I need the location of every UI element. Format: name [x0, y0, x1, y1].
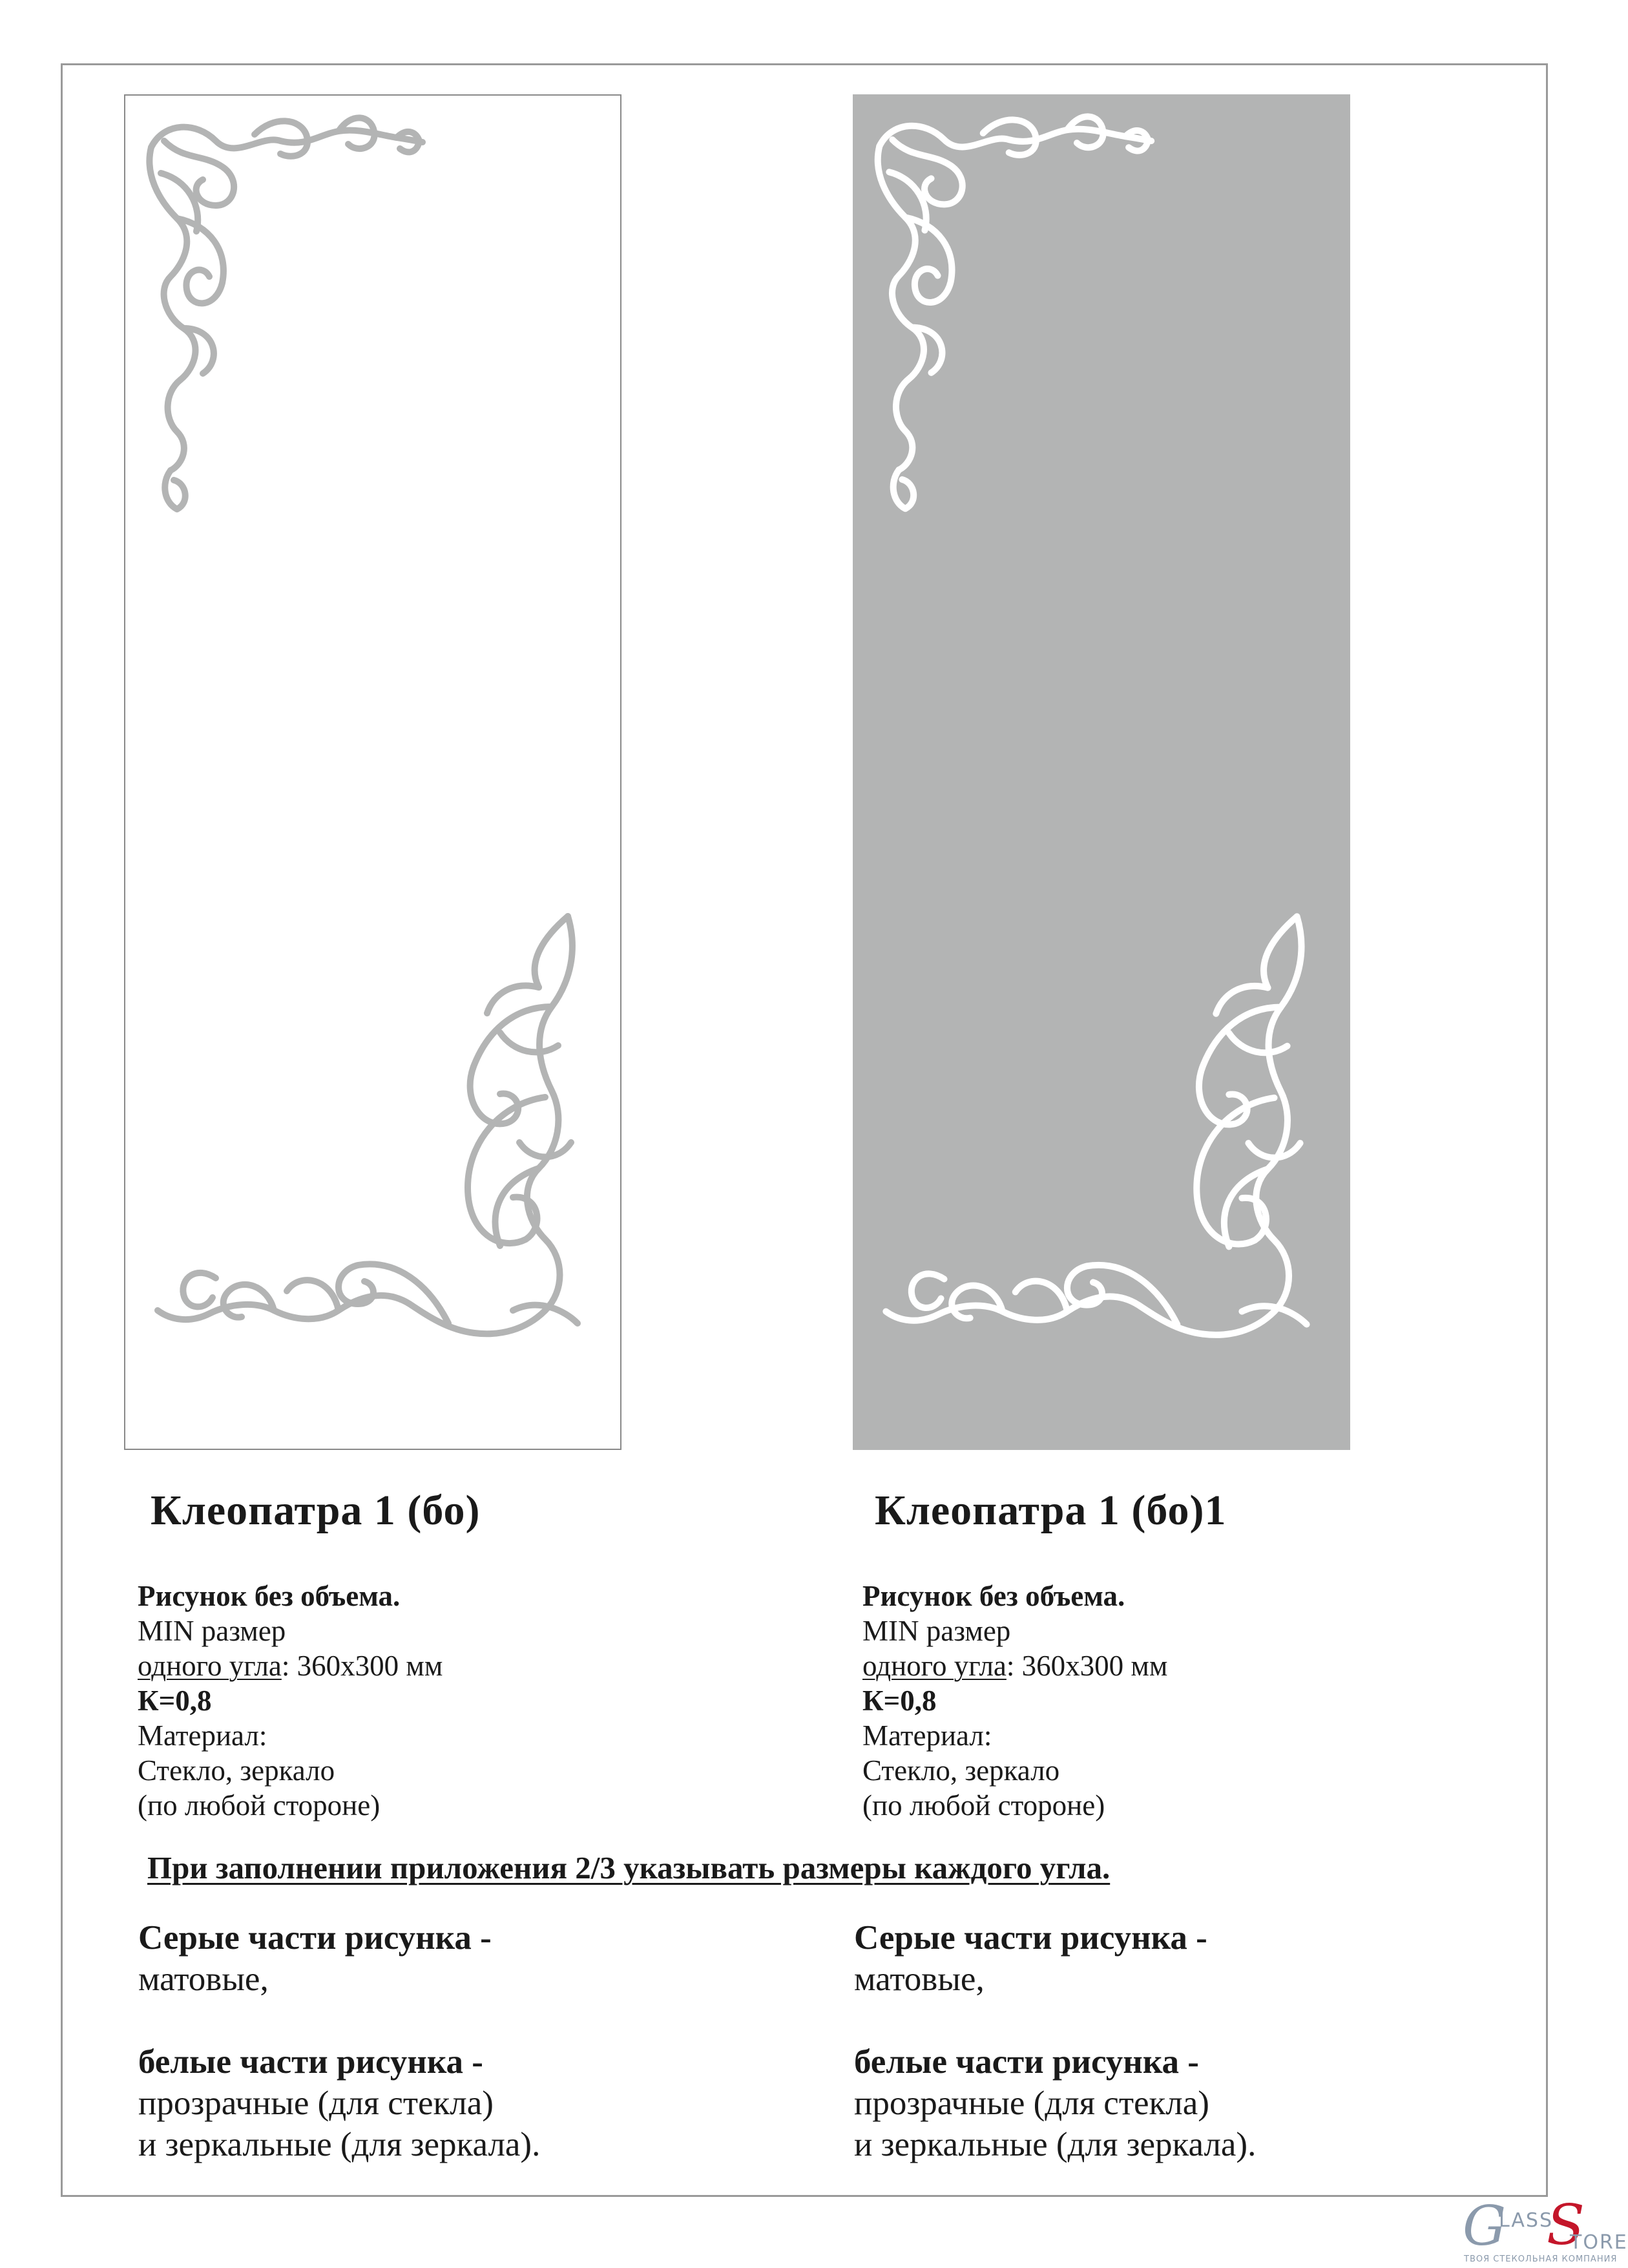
glass-store-logo-icon	[1461, 2193, 1628, 2266]
spec-coefficient: К=0,8	[138, 1685, 212, 1717]
legend-heading: белые части рисунка -	[138, 2043, 483, 2081]
spec-line: MIN размер	[138, 1615, 286, 1647]
spec-line: Стекло, зеркало	[138, 1754, 335, 1787]
legend-text: и зеркальные (для зеркала).	[138, 2126, 541, 2163]
spec-line: Рисунок без объема.	[862, 1580, 1125, 1612]
legend-heading: Серые части рисунка -	[138, 1919, 492, 1957]
logo-letter: G	[1463, 2194, 1507, 2258]
spec-line: (по любой стороне)	[862, 1789, 1105, 1822]
design-title: Клеопатра 1 (бо)	[151, 1487, 481, 1534]
legend-heading: белые части рисунка -	[854, 2043, 1199, 2081]
legend-heading: Серые части рисунка -	[854, 1919, 1207, 1957]
legend-text: матовые,	[854, 1960, 985, 1998]
spec-line: Материал:	[862, 1719, 992, 1752]
legend-text: прозрачные (для стекла)	[138, 2084, 494, 2122]
legend-text: прозрачные (для стекла)	[854, 2084, 1209, 2122]
design-spec	[138, 1579, 443, 1823]
design-preview-clear	[124, 94, 621, 1450]
design-spec	[862, 1579, 1167, 1823]
instruction-note: При заполнении приложения 2/3 указывать размеры каждого угла.	[147, 1850, 1111, 1885]
color-legend	[138, 1917, 540, 2165]
floral-corner-ornament-icon	[125, 96, 620, 1449]
spec-line: MIN размер	[862, 1615, 1011, 1647]
logo-word: TORE	[1570, 2231, 1628, 2254]
floral-corner-ornament-icon	[853, 94, 1350, 1450]
legend-spacer	[138, 2000, 540, 2041]
design-preview-matte	[853, 94, 1350, 1450]
legend-text: матовые,	[138, 1960, 269, 1998]
spec-line: Рисунок без объема.	[138, 1580, 401, 1612]
spec-coefficient: К=0,8	[862, 1685, 937, 1717]
logo-letter: S	[1547, 2193, 1585, 2258]
legend-text: и зеркальные (для зеркала).	[854, 2126, 1257, 2163]
spec-line: Стекло, зеркало	[862, 1754, 1060, 1787]
logo-tagline: ТВОЯ СТЕКОЛЬНАЯ КОМПАНИЯ	[1464, 2254, 1618, 2264]
spec-line: Материал:	[138, 1719, 267, 1752]
design-title: Клеопатра 1 (бо)1	[875, 1487, 1227, 1534]
spec-size-value: : 360х300 мм	[281, 1650, 443, 1682]
spec-underlined-text: одного угла	[138, 1650, 282, 1682]
spec-size-line	[138, 1648, 443, 1683]
logo-word: LASS	[1499, 2209, 1554, 2232]
spec-underlined-text: одного угла	[862, 1650, 1007, 1682]
spec-size-line	[862, 1648, 1167, 1683]
legend-spacer	[854, 2000, 1256, 2041]
spec-line: (по любой стороне)	[138, 1789, 381, 1822]
color-legend	[854, 1917, 1256, 2165]
spec-size-value: : 360х300 мм	[1006, 1650, 1168, 1682]
